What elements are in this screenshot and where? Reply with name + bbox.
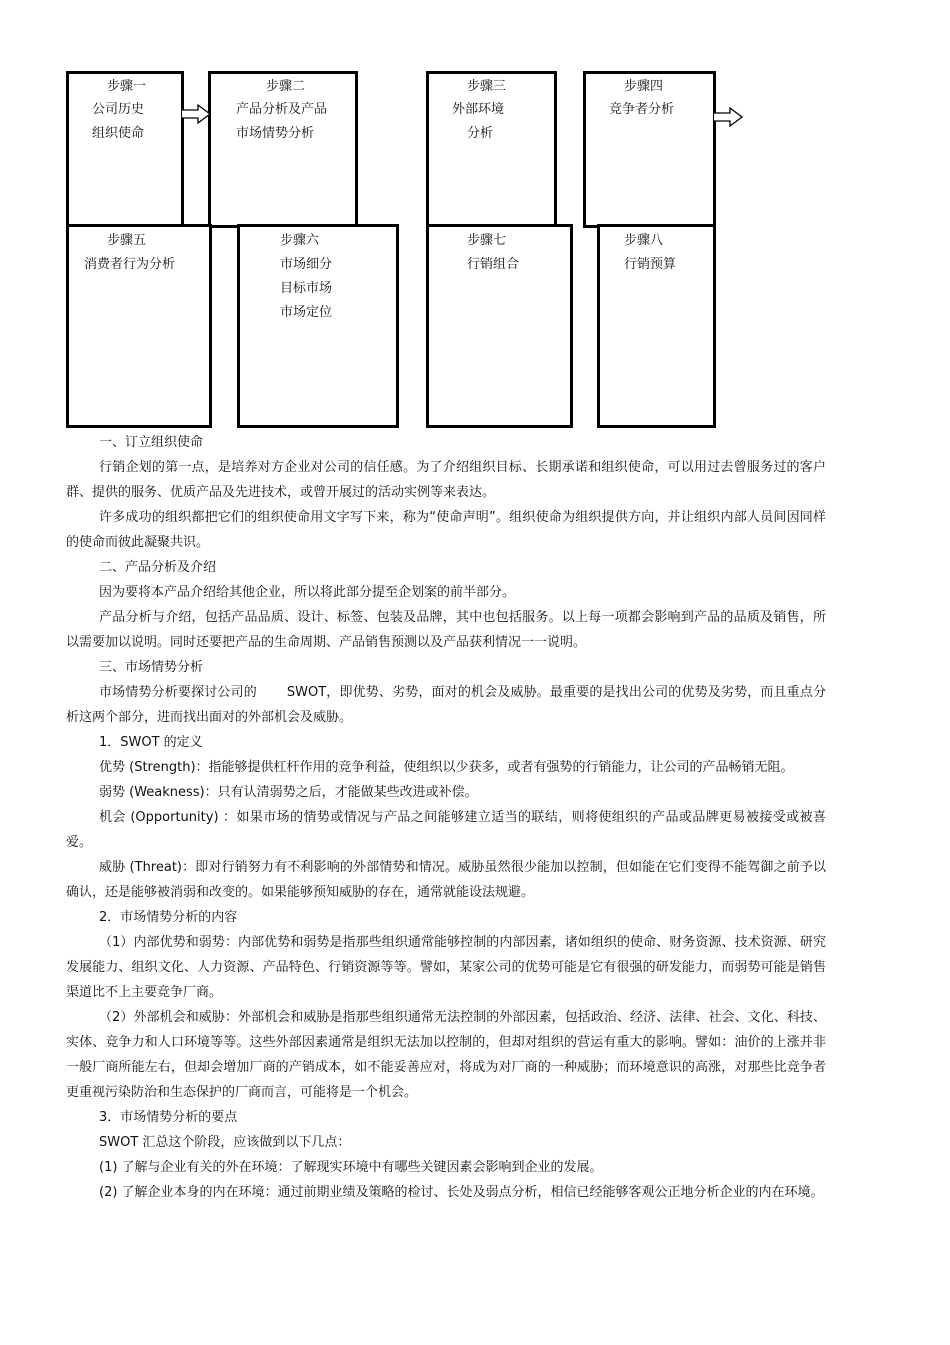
paragraph: 行销企划的第一点，是培养对方企业对公司的信任感。为了介绍组织目标、长期承诺和组织使命，可以用过去曾服务过的客户群、提供的服务、优质产品及先进技术，或曾开展过的活动实例等来表达。 xyxy=(66,460,826,500)
step-7-line: 行销组合 xyxy=(467,257,520,272)
step-8-title: 步骤八 xyxy=(624,233,664,248)
step-3-title: 步骤三 xyxy=(467,79,507,94)
step-3-line: 外部环境 xyxy=(452,102,505,117)
step-7-title: 步骤七 xyxy=(467,233,507,248)
step-2-line: 产品分析及产品 xyxy=(236,102,328,117)
paragraph: （2）外部机会和威胁：外部机会和威胁是指那些组织通常无法控制的外部因素，包括政治、经济、法律、社会、文化、科技、实体、竞争力和人口环境等等。这些外部因素通常是组织无法加以控制的，但却对组织的营运有重大的影响。譬如：油价的上涨并非一般厂商所能左右，但却会增加厂商的产销成本，如不能妥善应对，将成为对厂商的一种威胁；而环境意识的高涨，对那些比竞争者更重视污染防治和生态保护的厂商而言，可能将是一个机会。 xyxy=(66,1010,826,1100)
paragraph: 因为要将本产品介绍给其他企业，所以将此部分提至企划案的前半部分。 xyxy=(99,585,516,600)
step-4-title: 步骤四 xyxy=(624,79,664,94)
document-body xyxy=(66,430,826,1205)
paragraph: 产品分析与介绍，包括产品品质、设计、标签、包装及品牌，其中也包括服务。以上每一项都会影响到产品的品质及销售，所以需要加以说明。同时还要把产品的生命周期、产品销售预测以及产品获利情况一一说明。 xyxy=(66,610,826,650)
definition-strength: 优势 (Strength)：指能够提供杠杆作用的竞争利益，使组织以少获多，或者有强势的行销能力，让公司的产品畅销无阻。 xyxy=(99,760,794,775)
paragraph: SWOT 汇总这个阶段，应该做到以下几点： xyxy=(99,1135,351,1150)
section-heading: 三、市场情势分析 xyxy=(99,660,204,675)
step-6-title: 步骤六 xyxy=(280,233,320,248)
step-6-line: 目标市场 xyxy=(280,281,333,296)
paragraph: 许多成功的组织都把它们的组织使命用文字写下来，称为“使命声明”。组织使命为组织提供方向，并让组织内部人员间因同样的使命而彼此凝聚共识。 xyxy=(66,510,826,550)
step-8-line: 行销预算 xyxy=(624,257,677,272)
step-5-line: 消费者行为分析 xyxy=(84,257,176,272)
paragraph xyxy=(66,680,826,730)
definition-opportunity: 机会 (Opportunity) ：如果市场的情势或情况与产品之间能够建立适当的联结，则将使组织的产品或品牌更易被接受或被喜爱。 xyxy=(66,810,826,850)
section-heading: 一、订立组织使命 xyxy=(99,435,204,450)
list-item: (1) 了解与企业有关的外在环境：了解现实环境中有哪些关键因素会影响到企业的发展。 xyxy=(99,1160,603,1175)
step-6-line: 市场细分 xyxy=(280,257,333,272)
definition-threat: 威胁 (Threat)：即对行销努力有不利影响的外部情势和情况。威胁虽然很少能加以控制，但如能在它们变得不能驾御之前予以确认，还是能够被消弱和改变的。如果能够预知威胁的存在，通常就能设法规避。 xyxy=(66,860,826,900)
step-1-line: 组织使命 xyxy=(92,126,145,141)
step-6-line: 市场定位 xyxy=(280,305,333,320)
step-2-title: 步骤二 xyxy=(266,79,306,94)
list-item: (2) 了解企业本身的内在环境：通过前期业绩及策略的检讨、长处及弱点分析，相信已经能够客观公正地分析企业的内在环境。 xyxy=(99,1185,824,1200)
step-1-line: 公司历史 xyxy=(92,102,145,117)
step-3-line: 分析 xyxy=(467,126,494,141)
step-2-line: 市场情势分析 xyxy=(236,126,315,141)
step-4-line: 竞争者分析 xyxy=(609,102,675,117)
arrow-right-icon xyxy=(182,103,212,125)
paragraph-part: SWOT，即优势、劣势，面对的机会及威胁。最重要的是找出公司的优势及劣势，而且重点分析这两个部分，进而找出面对的外部机会及威胁。 xyxy=(66,685,826,725)
step-1-title: 步骤一 xyxy=(107,79,147,94)
arrow-right-icon xyxy=(714,106,744,128)
definition-weakness: 弱势 (Weakness)：只有认清弱势之后，才能做某些改进或补偿。 xyxy=(99,785,478,800)
paragraph-part: 市场情势分析要探讨公司的 xyxy=(99,685,257,700)
subsection-heading: 1．SWOT 的定义 xyxy=(99,735,203,750)
paragraph: （1）内部优势和弱势：内部优势和弱势是指那些组织通常能够控制的内部因素，诸如组织的使命、财务资源、技术资源、研究发展能力、组织文化、人力资源、产品特色、行销资源等等。譬如，某家公司的优势可能是它有很强的研发能力，而弱势可能是销售渠道比不上主要竞争厂商。 xyxy=(66,935,826,1000)
step-5-title: 步骤五 xyxy=(107,233,147,248)
subsection-heading: 2．市场情势分析的内容 xyxy=(99,910,238,925)
subsection-heading: 3．市场情势分析的要点 xyxy=(99,1110,238,1125)
section-heading: 二、产品分析及介绍 xyxy=(99,560,217,575)
